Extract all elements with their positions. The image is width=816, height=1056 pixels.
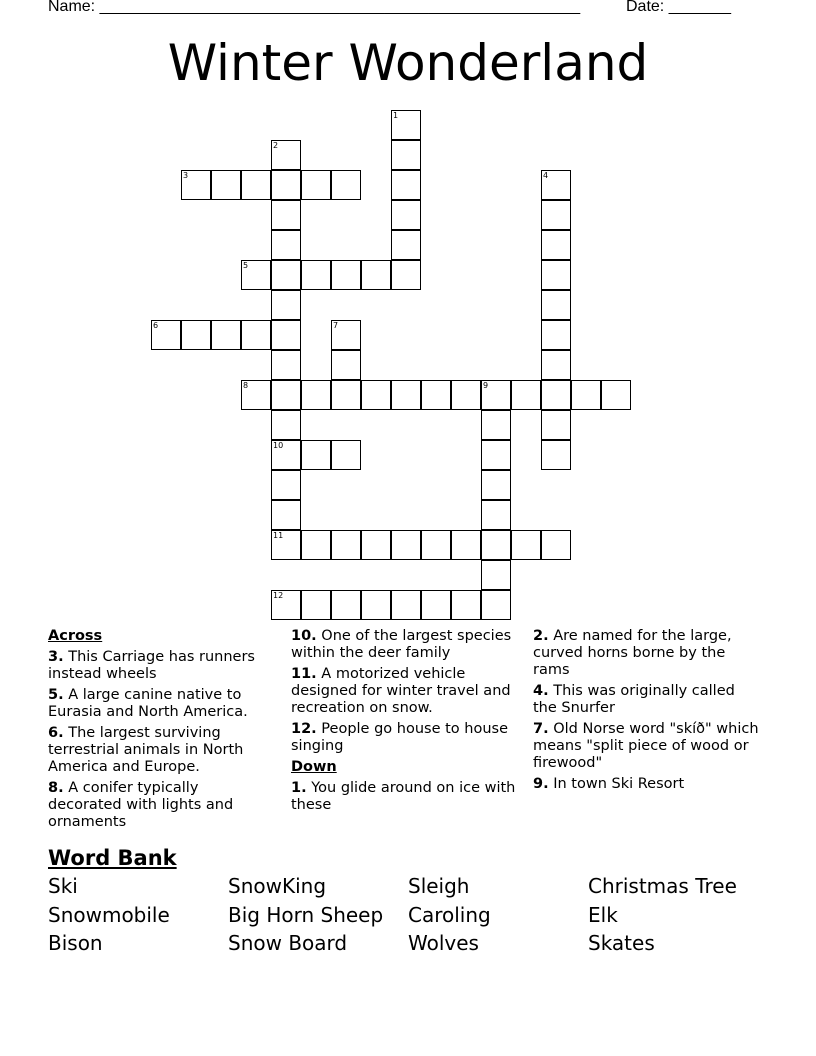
clue-across-3 — [48, 649, 273, 683]
word-bank-item: Snowmobile — [48, 903, 170, 927]
crossword-cell[interactable] — [331, 170, 361, 200]
crossword-cell[interactable] — [241, 320, 271, 350]
clue-number: 10. — [291, 628, 317, 644]
crossword-cell[interactable] — [241, 170, 271, 200]
clue-number: 11. — [291, 666, 317, 682]
clues-column-1 — [48, 628, 273, 835]
crossword-cell[interactable] — [391, 530, 421, 560]
crossword-cell[interactable] — [421, 530, 451, 560]
clue-number: 4. — [533, 683, 549, 699]
crossword-cell[interactable] — [541, 200, 571, 230]
clue-number: 6. — [48, 725, 64, 741]
clue-down-2 — [533, 628, 763, 679]
cell-number: 6 — [153, 321, 159, 330]
clue-across-11 — [291, 666, 527, 717]
clue-down-4 — [533, 683, 763, 717]
crossword-cell[interactable] — [451, 590, 481, 620]
clue-down-1 — [291, 780, 527, 814]
crossword-cell[interactable] — [271, 500, 301, 530]
crossword-cell[interactable] — [271, 470, 301, 500]
clue-text: In town Ski Resort — [553, 776, 685, 792]
crossword-cell[interactable] — [541, 440, 571, 470]
crossword-cell[interactable] — [301, 260, 331, 290]
crossword-cell[interactable] — [271, 590, 301, 620]
clue-number: 9. — [533, 776, 549, 792]
crossword-cell[interactable] — [301, 170, 331, 200]
crossword-cell[interactable] — [541, 320, 571, 350]
crossword-cell[interactable] — [271, 290, 301, 320]
crossword-cell[interactable] — [271, 410, 301, 440]
crossword-cell[interactable] — [331, 320, 361, 350]
clue-across-12 — [291, 721, 527, 755]
clue-text: A large canine native to Eurasia and North America. — [48, 687, 248, 720]
crossword-cell[interactable] — [481, 470, 511, 500]
cell-number: 1 — [393, 111, 399, 120]
word-bank-item: Snow Board — [228, 931, 348, 955]
crossword-cell[interactable] — [361, 380, 391, 410]
clue-text: The largest surviving terrestrial animals in North America and Europe. — [48, 725, 244, 775]
across-heading: Across — [48, 628, 103, 644]
clues-column-3 — [533, 628, 763, 797]
crossword-cell[interactable] — [361, 590, 391, 620]
clue-number: 2. — [533, 628, 549, 644]
crossword-cell[interactable] — [271, 440, 301, 470]
clue-text: Old Norse word "skíð" which means "split piece of wood or firewood" — [533, 721, 759, 771]
crossword-cell[interactable] — [541, 350, 571, 380]
crossword-cell[interactable] — [391, 380, 421, 410]
crossword-cell[interactable] — [541, 290, 571, 320]
cell-number: 8 — [243, 381, 249, 390]
clue-text: This was originally called the Snurfer — [533, 683, 735, 716]
crossword-cell[interactable] — [151, 320, 181, 350]
crossword-cell[interactable] — [391, 230, 421, 260]
cell-number: 2 — [273, 141, 279, 150]
clue-text: People go house to house singing — [291, 721, 508, 754]
crossword-cell[interactable] — [241, 260, 271, 290]
crossword-cell[interactable] — [301, 590, 331, 620]
clue-text: Are named for the large, curved horns borne by the rams — [533, 628, 732, 678]
crossword-cell[interactable] — [361, 530, 391, 560]
word-bank-item: SnowKing — [228, 874, 327, 898]
cell-number: 5 — [243, 261, 249, 270]
clue-text: A motorized vehicle designed for winter travel and recreation on snow. — [291, 666, 511, 716]
clue-across-8 — [48, 780, 273, 831]
crossword-cell[interactable] — [271, 200, 301, 230]
clue-number: 8. — [48, 780, 64, 796]
crossword-cell[interactable] — [481, 530, 511, 560]
crossword-cell[interactable] — [481, 500, 511, 530]
word-bank-item: Bison — [48, 931, 103, 955]
clue-number: 12. — [291, 721, 317, 737]
crossword-cell[interactable] — [241, 380, 271, 410]
word-bank-item: Skates — [588, 931, 655, 955]
crossword-cell[interactable] — [301, 530, 331, 560]
crossword-cell[interactable] — [271, 140, 301, 170]
down-heading: Down — [291, 759, 337, 775]
crossword-cell[interactable] — [181, 170, 211, 200]
word-bank-item: Caroling — [408, 903, 491, 927]
crossword-cell[interactable] — [391, 200, 421, 230]
crossword-cell[interactable] — [571, 380, 601, 410]
crossword-cell[interactable] — [211, 320, 241, 350]
crossword-cell[interactable] — [361, 260, 391, 290]
crossword-cell[interactable] — [271, 260, 301, 290]
crossword-cell[interactable] — [451, 380, 481, 410]
clue-text: You glide around on ice with these — [291, 780, 516, 813]
clue-text: One of the largest species within the deer family — [291, 628, 512, 661]
clue-text: This Carriage has runners instead wheels — [48, 649, 255, 682]
crossword-cell[interactable] — [211, 170, 241, 200]
crossword-cell[interactable] — [331, 590, 361, 620]
crossword-cell[interactable] — [481, 440, 511, 470]
crossword-cell[interactable] — [391, 140, 421, 170]
clue-number: 7. — [533, 721, 549, 737]
crossword-cell[interactable] — [451, 530, 481, 560]
word-bank-title: Word Bank — [48, 846, 177, 870]
cell-number: 10 — [273, 441, 284, 450]
clue-across-5 — [48, 687, 273, 721]
word-bank-item: Christmas Tree — [588, 874, 737, 898]
clue-across-6 — [48, 725, 273, 776]
crossword-cell[interactable] — [541, 260, 571, 290]
crossword-cell[interactable] — [421, 590, 451, 620]
crossword-cell[interactable] — [181, 320, 211, 350]
clue-number: 5. — [48, 687, 64, 703]
crossword-cell[interactable] — [391, 260, 421, 290]
clue-across-10 — [291, 628, 527, 662]
crossword-cell[interactable] — [331, 350, 361, 380]
crossword-cell[interactable] — [301, 440, 331, 470]
cell-number: 12 — [273, 591, 284, 600]
clue-down-9 — [533, 776, 763, 793]
crossword-cell[interactable] — [391, 590, 421, 620]
clue-number: 1. — [291, 780, 307, 796]
clue-number: 3. — [48, 649, 64, 665]
crossword-cell[interactable] — [271, 350, 301, 380]
crossword-cell[interactable] — [481, 560, 511, 590]
word-bank-item: Sleigh — [408, 874, 470, 898]
clue-down-7 — [533, 721, 763, 772]
word-bank-item: Wolves — [408, 931, 479, 955]
cell-number: 3 — [183, 171, 189, 180]
cell-number: 11 — [273, 531, 284, 540]
date-field-label[interactable]: Date: _______ — [626, 0, 731, 15]
crossword-cell[interactable] — [331, 380, 361, 410]
crossword-cell[interactable] — [391, 170, 421, 200]
crossword-cell[interactable] — [271, 530, 301, 560]
crossword-cell[interactable] — [541, 530, 571, 560]
crossword-cell[interactable] — [511, 530, 541, 560]
name-field-label[interactable]: Name: ______________________________________________________ — [48, 0, 581, 15]
crossword-cell[interactable] — [331, 260, 361, 290]
crossword-cell[interactable] — [271, 170, 301, 200]
cell-number: 9 — [483, 381, 489, 390]
crossword-cell[interactable] — [541, 380, 571, 410]
crossword-cell[interactable] — [331, 440, 361, 470]
crossword-cell[interactable] — [271, 230, 301, 260]
word-bank-item: Big Horn Sheep — [228, 903, 384, 927]
crossword-cell[interactable] — [511, 380, 541, 410]
cell-number: 4 — [543, 171, 549, 180]
crossword-cell[interactable] — [421, 380, 451, 410]
crossword-cell[interactable] — [481, 410, 511, 440]
clue-text: A conifer typically decorated with lights and ornaments — [48, 780, 234, 830]
page-title: Winter Wonderland — [167, 34, 649, 92]
word-bank-item: Elk — [588, 903, 618, 927]
crossword-cell[interactable] — [541, 410, 571, 440]
crossword-cell[interactable] — [391, 110, 421, 140]
crossword-cell[interactable] — [601, 380, 631, 410]
crossword-cell[interactable] — [481, 380, 511, 410]
clues-column-2 — [291, 628, 527, 818]
word-bank-item: Ski — [48, 874, 78, 898]
crossword-cell[interactable] — [481, 590, 511, 620]
crossword-cell[interactable] — [541, 230, 571, 260]
crossword-cell[interactable] — [541, 170, 571, 200]
cell-number: 7 — [333, 321, 339, 330]
crossword-cell[interactable] — [301, 380, 331, 410]
crossword-cell[interactable] — [271, 380, 301, 410]
crossword-cell[interactable] — [271, 320, 301, 350]
crossword-cell[interactable] — [331, 530, 361, 560]
